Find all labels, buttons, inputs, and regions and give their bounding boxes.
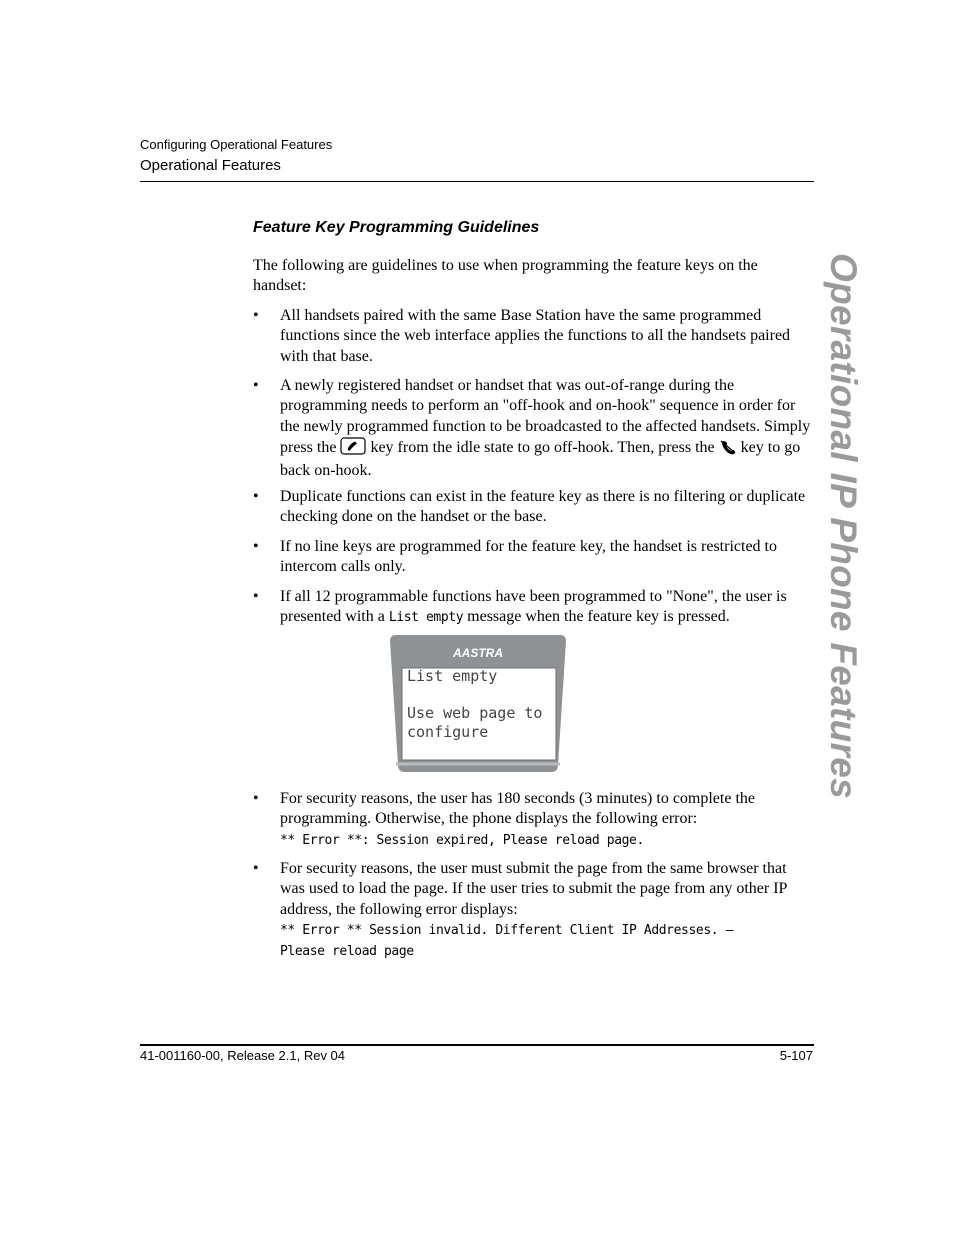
- header-rule: [140, 181, 814, 182]
- screen-line-3: configure: [407, 722, 489, 741]
- error-message: ** Error ** Session invalid. Different Client IP Addresses. —: [280, 922, 734, 938]
- bullet-dot: •: [253, 538, 259, 555]
- bullet-dot: •: [253, 307, 259, 324]
- list-item-text-part: message when the feature key is pressed.: [467, 608, 730, 626]
- list-item-text: Duplicate functions can exist in the feature key as there is no filtering or duplicate checking done on the handset or the base.: [280, 488, 806, 526]
- list-item-text-part: For security reasons, the user must submit the page from the same browser that was used to load the page. If the user tries to submit the page from any other IP address, the following error displays:: [280, 860, 787, 918]
- list-item-text-part: key from the idle state to go off-hook. Then, press the: [370, 438, 715, 456]
- section-title: Feature Key Programming Guidelines: [253, 219, 540, 236]
- list-item: [253, 537, 813, 578]
- error-message: ** Error **: Session expired, Please reload page.: [280, 832, 644, 848]
- off-hook-key-icon: [340, 437, 366, 461]
- list-item: [253, 306, 813, 367]
- list-item-text: [280, 859, 813, 962]
- intro-paragraph: The following are guidelines to use when programming the feature keys on the handset:: [253, 257, 758, 294]
- running-header-section: Operational Features: [140, 157, 281, 174]
- page-number: 5-107: [779, 1048, 813, 1063]
- list-item: [253, 376, 813, 481]
- display-message-code: List empty: [388, 610, 464, 626]
- screen-line-1: List empty: [407, 667, 498, 685]
- screen-line-2: Use web page to: [407, 704, 543, 722]
- error-message: Please reload page: [280, 944, 414, 960]
- brand-logo: AASTRA: [453, 646, 503, 660]
- handset-screen-text: [407, 667, 542, 741]
- list-item: [253, 487, 813, 528]
- bullet-dot: •: [253, 790, 259, 807]
- list-item-text-part: For security reasons, the user has 180 seconds (3 minutes) to complete the programming. Otherwise, the phone displays the following error:: [280, 790, 755, 828]
- list-item-text: [280, 789, 813, 851]
- list-item-text: [280, 587, 813, 629]
- chapter-sidebar-label: Operational IP Phone Features: [823, 252, 864, 800]
- list-item-text: All handsets paired with the same Base Station have the same programmed functions since the web interface applies the functions to all the handsets paired with that base.: [280, 307, 791, 365]
- bullet-dot: •: [253, 377, 259, 394]
- bullet-dot: •: [253, 488, 259, 505]
- bullet-dot: •: [253, 588, 259, 605]
- list-item: [253, 859, 813, 962]
- running-header-chapter: Configuring Operational Features: [140, 137, 333, 152]
- footer-doc-id: 41-001160-00, Release 2.1, Rev 04: [140, 1048, 346, 1063]
- list-item-text-part: key to go back on-hook.: [280, 438, 801, 480]
- list-item: [253, 789, 813, 851]
- bullet-dot: •: [253, 860, 259, 877]
- chapter-sidebar-tab: [822, 254, 864, 799]
- list-item-text: If no line keys are programmed for the feature key, the handset is restricted to intercom calls only.: [280, 538, 777, 576]
- list-item-text-part: A newly registered handset or handset that was out-of-range during the programming needs to perform an "off-hook and on-hook" sequence in order for the newly programmed function to be broadcasted to the affected handsets. Simply press the: [280, 377, 811, 456]
- footer-rule: [140, 1044, 814, 1046]
- list-item-text-part: If all 12 programmable functions have been programmed to "None", the user is presented with a: [280, 588, 787, 626]
- list-item-text: [280, 376, 813, 481]
- on-hook-key-icon: [719, 439, 737, 461]
- list-item: [253, 587, 813, 629]
